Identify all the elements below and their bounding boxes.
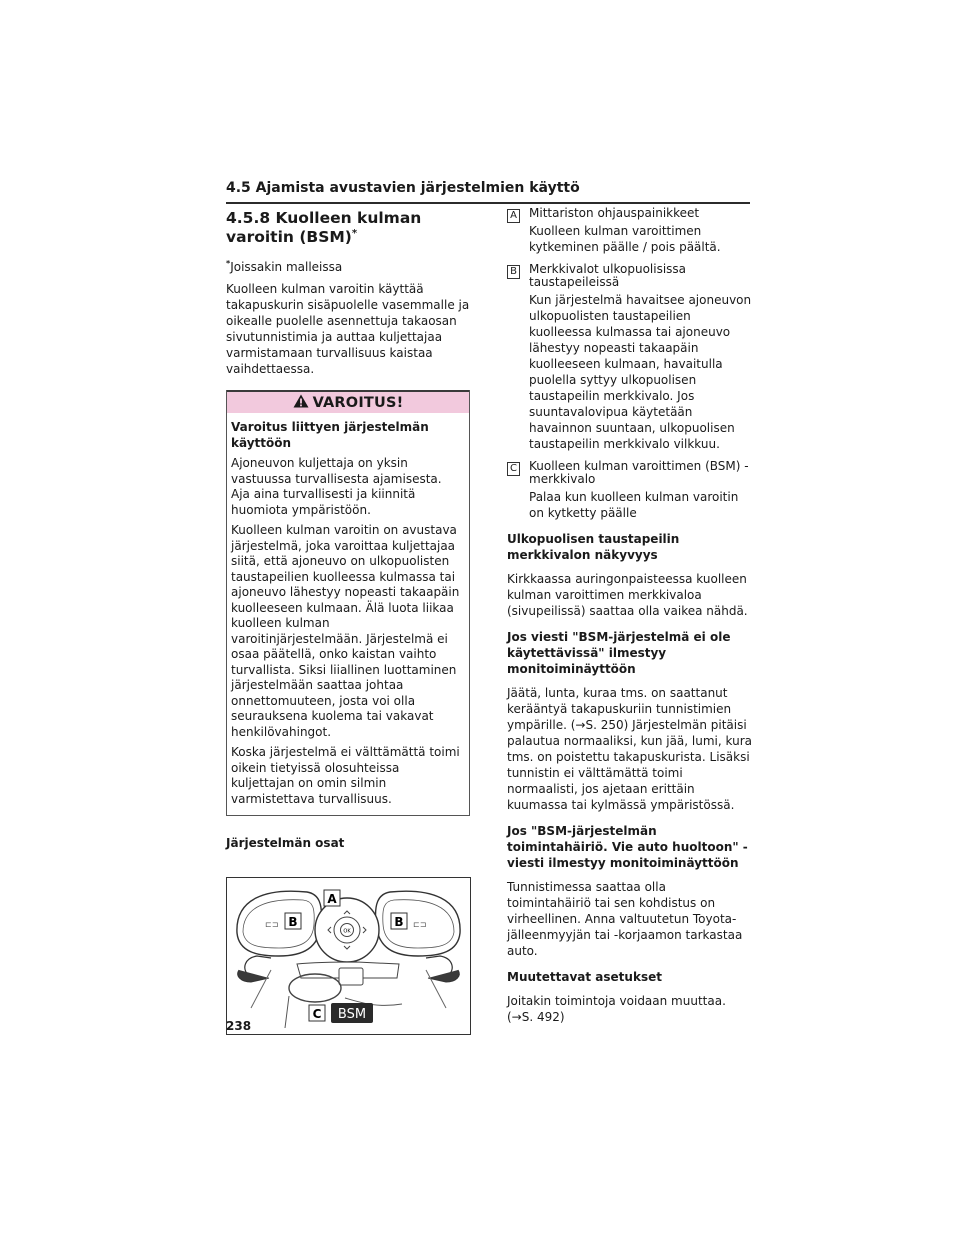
subsection-heading: Muutettavat asetukset bbox=[507, 970, 662, 984]
svg-text:B: B bbox=[288, 915, 298, 929]
svg-text:B: B bbox=[394, 915, 404, 929]
warning-body bbox=[227, 413, 469, 815]
item-description: Palaa kun kuolleen kulman varoitin on kytketty päälle bbox=[529, 490, 739, 520]
left-bsm-indicator-icon: ⊏⊐ bbox=[265, 920, 279, 929]
item-title: Mittariston ohjauspainikkeet bbox=[529, 206, 700, 220]
title-footnote-mark: * bbox=[351, 227, 358, 239]
parts-title: Järjestelmän osat bbox=[226, 836, 345, 850]
subsection-text: Jäätä, lunta, kuraa tms. on saattanut kerääntyä takapuskuriin tunnistimien ympärille. (→S. 250) Järjestelmän pitäisi palautua normaaliksi, kun jää, lumi, kura tms. on poistettu takapuskurista. Lisäksi tunnistin ei välttämättä toimi normaalisti, jos ajetaan erittäin kuumassa tai kylmässä ympäristössä. bbox=[507, 686, 752, 812]
warning-box bbox=[226, 390, 470, 816]
subsection-heading: Ulkopuolisen taustapeilin merkkivalon näkyvyys bbox=[507, 532, 680, 562]
item-title: Kuolleen kulman varoittimen (BSM) -merkkivalo bbox=[529, 459, 749, 486]
section-title-text: 4.5.8 Kuolleen kulman varoitin (BSM) bbox=[226, 209, 422, 246]
subsection-text: Joitakin toimintoja voidaan muuttaa. (→S. 492) bbox=[507, 994, 726, 1024]
item-description: Kun järjestelmä havaitsee ajoneuvon ulkopuolisten taustapeilien kuolleessa kulmassa tai ajoneuvo lähestyy nopeasti takaapäin kuolleeseen kulmaan, havaitulla puolella syttyy ulkopuolisen taustapeilin merkkivalo. Jos suuntavalovipua käytetään havainnon suuntaan, ulkopuolisen taustapeilin merkkivalo vilkkuu. bbox=[529, 293, 752, 451]
svg-text:A: A bbox=[327, 892, 337, 906]
header-divider bbox=[226, 202, 750, 204]
note-mark: * bbox=[226, 259, 231, 268]
subsection-text: Kirkkaassa auringonpaisteessa kuolleen kulman varoittimen merkkivaloa (sivupeilissä) saattaa olla vaikea nähdä. bbox=[507, 572, 748, 618]
left-column bbox=[226, 209, 470, 1035]
list-item bbox=[507, 263, 753, 452]
bsm-indicator-callout bbox=[309, 1003, 373, 1023]
warning-icon bbox=[293, 393, 309, 412]
warning-paragraph: Ajoneuvon kuljettaja on yksin vastuussa turvallisesta ajamisesta. Aja aina turvallisesti ja kiinnitä huomiota ympäristöön. bbox=[231, 456, 442, 517]
intro-paragraph: Kuolleen kulman varoitin käyttää takapuskurin sisäpuolelle vasemmalle ja oikealle puolelle asennettuja takaosan sivutunnistimia ja auttaa kuljettajaa varmistamaan turvallisuus kaistaa vaihdettaessa. bbox=[226, 282, 470, 376]
note-text: Joissakin malleissa bbox=[230, 260, 343, 274]
section-title bbox=[226, 209, 470, 247]
label-b-left bbox=[285, 913, 301, 929]
warning-subtitle: Varoitus liittyen järjestelmän käyttöön bbox=[231, 420, 429, 450]
ok-button-label: OK bbox=[343, 928, 351, 935]
chapter-title: 4.5 Ajamista avustavien järjestelmien käyttö bbox=[226, 180, 580, 196]
bsm-indicator-icon: BSM bbox=[337, 1007, 367, 1022]
item-letter-badge: A bbox=[507, 209, 520, 223]
right-column bbox=[507, 207, 753, 1025]
right-bsm-indicator-icon: ⊏⊐ bbox=[413, 920, 427, 929]
page-header bbox=[226, 180, 750, 204]
warning-paragraph: Koska järjestelmä ei välttämättä toimi oikein tietyissä olosuhteissa kuljettajan on omin silmin varmistettava turvallisuus. bbox=[231, 745, 460, 806]
item-letter-badge: C bbox=[507, 462, 520, 476]
item-description: Kuolleen kulman varoittimen kytkeminen päälle / pois päältä. bbox=[529, 224, 721, 254]
list-item bbox=[507, 207, 753, 255]
warning-paragraph: Kuolleen kulman varoitin on avustava järjestelmä, joka varoittaa kuljettajaa siitä, että ajoneuvo on ulkopuolisten taustapeilien kuolleessa kulmassa tai ajoneuvo lähestyy nopeasti takaapäin kuolleeseen kulmaan. Älä luota liikaa kuolleen kulman varoitinjärjestelmään. Järjestelmä ei osaa päätellä, onko kaistan vaihto turvallista. Siksi liiallinen luottaminen järjestelmään saattaa johtaa onnettomuuteen, josta voi olla seurauksena kuolema tai vakavat henkilövahingot. bbox=[231, 523, 460, 739]
warning-header bbox=[227, 390, 469, 413]
item-title: Merkkivalot ulkopuolisissa taustapeileissä bbox=[529, 262, 687, 289]
steering-switch-callout bbox=[315, 890, 379, 962]
svg-text:C: C bbox=[312, 1007, 322, 1021]
availability-note bbox=[226, 256, 470, 275]
label-b-right bbox=[391, 913, 407, 929]
subsection-heading: Jos viesti "BSM-järjestelmä ei ole käytettävissä" ilmestyy monitoiminäyttöön bbox=[507, 630, 731, 676]
subsection-heading: Jos "BSM-järjestelmän toimintahäiriö. Vie auto huoltoon" -viesti ilmestyy monitoiminäyttöön bbox=[507, 824, 748, 870]
item-letter-badge: B bbox=[507, 265, 520, 279]
page-number: 238 bbox=[226, 1019, 252, 1033]
list-item bbox=[507, 460, 753, 521]
warning-label: VAROITUS! bbox=[312, 394, 404, 411]
dashboard-drawing bbox=[227, 878, 470, 1034]
system-parts-illustration bbox=[226, 877, 471, 1035]
subsection-text: Tunnistimessa saattaa olla toimintahäiriö tai sen kohdistus on virheellinen. Anna valtuutetun Toyota-jälleenmyyjän tai -korjaamon tarkastaa auto. bbox=[507, 880, 743, 958]
